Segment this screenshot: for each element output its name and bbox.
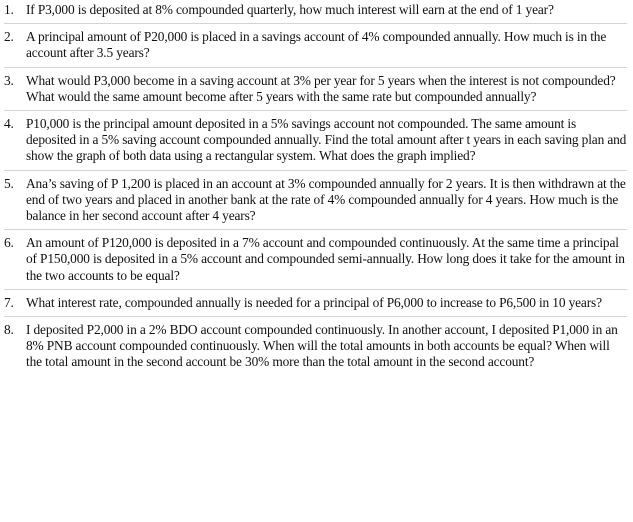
problem-8: [4, 322, 627, 371]
problem-divider: [4, 110, 627, 111]
problem-text: If P3,000 is deposited at 8% compounded quarterly, how much interest will earn at the end of 1 year?: [26, 2, 554, 17]
problem-text: An amount of P120,000 is deposited in a 7% account and compounded continuously. At the same time a principal of P150,000 is deposited in a 5% account and compounded semi-annually. How long does it take for the amount in the two accounts to be equal?: [26, 235, 625, 283]
problem-number: 6.: [4, 235, 14, 251]
problem-text: A principal amount of P20,000 is placed in a savings account of 4% compounded annually. How much is in the account after 3.5 years?: [26, 29, 607, 61]
problem-7: [4, 295, 627, 311]
problem-number: 1.: [4, 2, 14, 17]
problem-2: [4, 29, 627, 61]
problem-divider: [4, 316, 627, 317]
problem-number: 7.: [4, 294, 14, 310]
problem-number: 5.: [4, 175, 14, 191]
problem-3: [4, 73, 627, 105]
problem-number: 3.: [4, 72, 14, 88]
problem-text: Ana’s saving of P 1,200 is placed in an account at 3% compounded annually for 2 years. It is then withdrawn at the end of two years and placed in another bank at the rate of 4% compounded annually for 4 years. How much is the balance in her second account after 4 years?: [26, 175, 626, 224]
problem-divider: [4, 23, 627, 24]
problem-divider: [4, 229, 627, 230]
problem-divider: [4, 170, 627, 171]
problem-divider: [4, 67, 627, 68]
problem-number: 8.: [4, 322, 14, 338]
problem-number: 2.: [4, 29, 14, 45]
problem-text: I deposited P2,000 in a 2% BDO account compounded continuously. In another account, I deposited P1,000 in an 8% PNB account compounded continuously. When will the total amounts in both accounts be equal? When will the total amount in the second account be 30% more than the total amount in the second account?: [26, 322, 618, 370]
problem-text: What would P3,000 become in a saving account at 3% per year for 5 years when the interest is not compounded? What would the same amount become after 5 years with the same rate but compounded annually?: [26, 72, 616, 104]
problem-number: 4.: [4, 116, 14, 132]
problem-5: [4, 176, 627, 225]
problem-text: What interest rate, compounded annually is needed for a principal of P6,000 to increase to P6,500 in 10 years?: [26, 294, 602, 310]
problem-4: [4, 116, 627, 165]
problem-6: [4, 235, 627, 284]
problem-divider: [4, 289, 627, 290]
problem-1: [4, 2, 627, 18]
problem-text: P10,000 is the principal amount deposited in a 5% savings account not compounded. The same amount is deposited in a 5% saving account compounded annually. Find the total amount after t years in each saving plan and show the graph of both data using a rectangular system. What does the graph implied?: [26, 116, 627, 164]
